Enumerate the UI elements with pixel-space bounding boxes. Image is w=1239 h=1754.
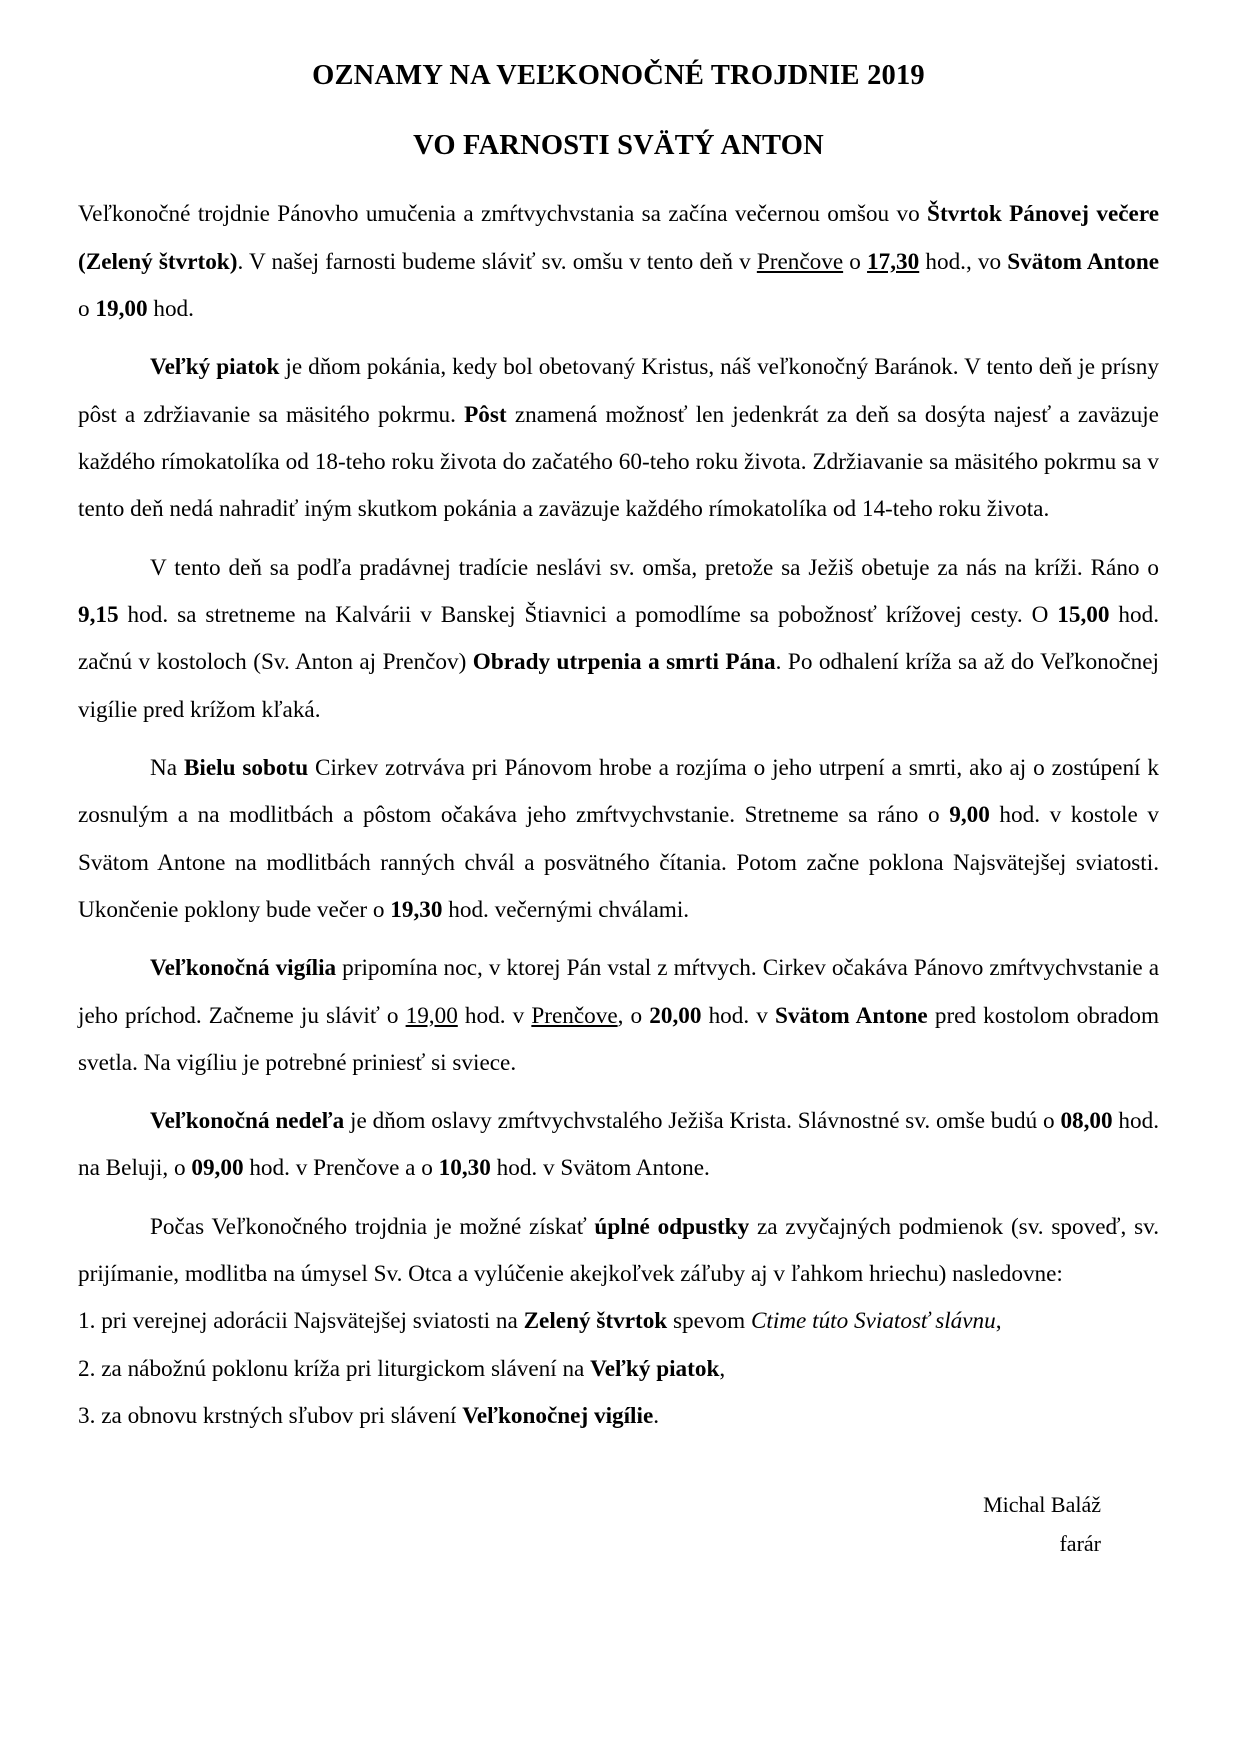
text-run-bold: Veľký piatok	[590, 1355, 720, 1382]
text-run: o	[843, 248, 868, 275]
text-run: znamená možnosť len jedenkrát za deň sa dosýta najesť a zaväzuje každého rímokatolíka od 18-teho roku života do začatého 60-teho roku života. Zdržiavanie sa mäsitého pokrmu sa v tento deň nedá nahradiť iným skutkom pokánia a zaväzuje každého rímokatolíka od 14-teho roku života.	[78, 401, 1159, 523]
text-run-bold: úplné odpustky	[594, 1213, 750, 1240]
signature-block	[78, 1486, 1159, 1563]
text-run: je dňom pokánia, kedy bol obetovaný Kristus, náš veľkonočný Baránok. V tento deň je prísny pôst a zdržiavanie sa mäsitého pokrmu.	[78, 354, 1159, 428]
text-run: hod. na Beluji, o	[78, 1108, 1160, 1182]
text-run: . Po odhalení kríža sa až do Veľkonočnej vigílie pred krížom kľaká.	[78, 649, 1159, 723]
text-run: V tento deň sa podľa pradávnej tradície neslávi sv. omša, pretože sa Ježiš obetuje za nás na kríži. Ráno o	[150, 554, 1159, 581]
signature-name: Michal Baláž	[983, 1492, 1101, 1518]
text-run-bold: Veľkonočnej vigílie	[462, 1403, 654, 1430]
time-sunday-prencov: 09,00	[191, 1155, 244, 1182]
list-item	[78, 1298, 1159, 1345]
page-subtitle: VO FARNOSTI SVÄTÝ ANTON	[413, 129, 824, 161]
time-holy-thursday-anton: 19,00	[95, 295, 148, 322]
time-sunday-anton: 10,30	[438, 1155, 491, 1182]
text-run-bold: Pôst	[464, 401, 507, 428]
text-run-bold: Štvrtok Pánovej večere (Zelený štvrtok)	[78, 201, 1160, 275]
time-holy-thursday-prencov: 17,30	[867, 248, 920, 275]
signature-role: farár	[1059, 1530, 1101, 1556]
text-run-italic: Ctime túto Sviatosť slávnu	[750, 1308, 996, 1335]
text-run: hod. v Svätom Antone.	[490, 1155, 710, 1182]
text-run: , o	[617, 1002, 650, 1029]
list-item	[78, 1346, 1159, 1393]
text-run-underline: Prenčove	[531, 1002, 618, 1029]
text-run: Veľkonočné trojdnie Pánovho umučenia a zmŕtvychvstania sa začína večernou omšou vo	[78, 201, 928, 228]
paragraph-good-friday-fast	[78, 344, 1159, 533]
text-run: pred kostolom obradom svetla. Na vigíliu je potrebné priniesť si sviece.	[78, 1002, 1160, 1076]
text-run: hod. v	[457, 1002, 532, 1029]
text-run: Cirkev zotrváva pri Pánovom hrobe a rozjíma o jeho utrpení a smrti, ako aj o zostúpení k zosnulým a na modlitbách a pôstom očakáva jeho zmŕtvychvstanie. Stretneme sa ráno o	[78, 754, 1159, 829]
text-run: hod.	[147, 295, 194, 322]
text-run: hod. sa stretneme na Kalvárii v Banskej Štiavnici a pomodlíme sa pobožnosť krížovej cesty. O	[118, 601, 1058, 628]
text-run: hod. v	[701, 1002, 776, 1029]
text-run: 3. za obnovu krstných sľubov pri slávení	[78, 1403, 463, 1430]
paragraph-easter-sunday	[78, 1098, 1159, 1193]
text-run-bold: Veľký piatok	[150, 354, 280, 381]
text-run: .	[653, 1403, 660, 1430]
time-vigil-prencov: 19,00	[405, 1002, 458, 1029]
text-run: Na	[150, 754, 184, 781]
time-saturday-morning: 9,00	[949, 802, 990, 829]
text-run: je dňom oslavy zmŕtvychvstalého Ježiša Krista. Slávnostné sv. omše budú o	[344, 1108, 1061, 1135]
text-run: hod. večernými chválami.	[442, 896, 690, 923]
text-run-bold: Obrady utrpenia a smrti Pána	[472, 649, 776, 676]
paragraph-easter-vigil	[78, 945, 1159, 1087]
text-run: ,	[995, 1308, 1002, 1335]
time-sunday-beluj: 08,00	[1060, 1108, 1113, 1135]
paragraph-good-friday-services	[78, 545, 1159, 734]
time-saturday-evening: 19,30	[390, 896, 443, 923]
time-calvary: 9,15	[78, 601, 119, 628]
list-item	[78, 1393, 1159, 1440]
text-run: o	[78, 295, 96, 322]
text-run-bold: Svätom Antone	[1007, 248, 1160, 275]
text-run: 2. za nábožnú poklonu kríža pri liturgickom slávení na	[78, 1355, 591, 1382]
text-run-bold: Veľkonočná vigília	[150, 955, 337, 982]
text-run: ,	[719, 1355, 726, 1382]
paragraph-indulgences	[78, 1204, 1159, 1299]
text-run: hod., vo	[919, 248, 1008, 275]
text-run: pripomína noc, v ktorej Pán vstal z mŕtvych. Cirkev očakáva Pánovo zmŕtvychvstanie a jeho príchod. Začneme ju sláviť o	[78, 955, 1160, 1029]
text-run: 1. pri verejnej adorácii Najsvätejšej sviatosti na	[78, 1308, 524, 1335]
paragraph-holy-saturday	[78, 745, 1159, 934]
text-run-bold: Zelený štvrtok	[523, 1308, 668, 1335]
text-run-bold: Bielu sobotu	[183, 754, 309, 781]
text-run: hod. začnú v kostoloch (Sv. Anton aj Prenčov)	[78, 601, 1160, 676]
page-title: OZNAMY NA VEĽKONOČNÉ TROJDNIE 2019	[312, 60, 925, 91]
text-run: Počas Veľkonočného trojdnia je možné získať	[150, 1213, 595, 1240]
text-run: za zvyčajných podmienok (sv. spoveď, sv. prijímanie, modlitba na úmysel Sv. Otca a vylúčenie akejkoľvek záľuby aj v ľahkom hriechu) nasledovne:	[78, 1213, 1160, 1288]
text-run-underline: Prenčove	[756, 248, 844, 275]
text-run: spevom	[667, 1308, 751, 1335]
time-vigil-anton: 20,00	[649, 1002, 702, 1029]
text-run: hod. v kostole v Svätom Antone na modlitbách ranných chvál a posvätného čítania. Potom začne poklona Najsvätejšej sviatosti. Ukončenie poklony bude večer o	[78, 802, 1159, 923]
text-run: . V našej farnosti budeme sláviť sv. omšu v tento deň v	[237, 248, 757, 275]
text-run-bold: Svätom Antone	[775, 1002, 928, 1029]
text-run-bold: Veľkonočná nedeľa	[150, 1108, 345, 1135]
paragraph-holy-thursday	[78, 191, 1159, 333]
text-run: hod. v Prenčove a o	[243, 1155, 439, 1182]
time-passion-service: 15,00	[1057, 601, 1110, 628]
